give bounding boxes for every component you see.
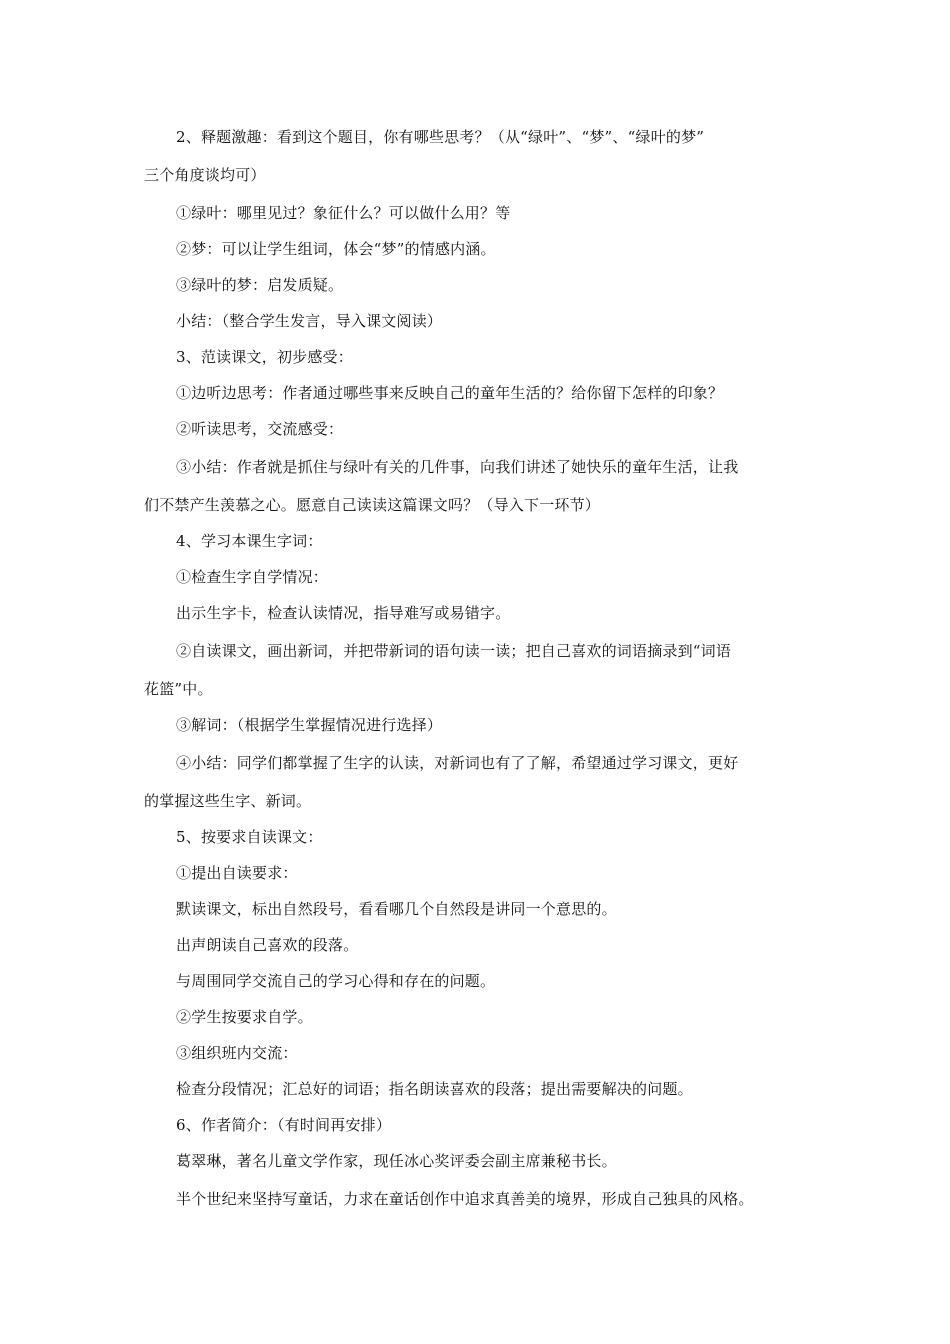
text-show-cards: 出示生字卡，检查认读情况，指导难写或易错字。: [176, 604, 511, 622]
point-listen-think: ①边听边思考：作者通过哪些事来反映自己的童年生活的？给你留下怎样的印象？: [176, 384, 724, 402]
point-explain-words: ③解词：（根据学生掌握情况进行选择）: [176, 716, 443, 734]
section-5-heading: 5、按要求自读课文：: [176, 828, 323, 846]
text-silent-reading: 默读课文，标出自然段号，看看哪几个自然段是讲同一个意思的。: [176, 900, 617, 918]
point-summary-4-cont: 的掌握这些生字、新词。: [144, 792, 312, 810]
point-self-read-cont: 花篮”中。: [144, 680, 213, 698]
section-4-heading: 4、学习本课生字词：: [176, 532, 323, 550]
point-listen-share: ②听读思考，交流感受：: [176, 420, 344, 438]
point-check-self-study: ①检查生字自学情况：: [176, 568, 329, 586]
point-class-exchange: ③组织班内交流：: [176, 1044, 298, 1062]
point-green-leaf: ①绿叶：哪里见过？象征什么？可以做什么用？等: [176, 204, 511, 222]
text-peer-exchange: 与周围同学交流自己的学习心得和存在的问题。: [176, 972, 496, 990]
point-reading-requirements: ①提出自读要求：: [176, 864, 298, 882]
section-2-heading: 2、释题激趣：看到这个题目，你有哪些思考？（从“绿叶”、“梦”、“绿叶的梦”: [176, 128, 705, 146]
section-6-heading: 6、作者简介：（有时间再安排）: [176, 1116, 392, 1134]
summary-1: 小结：（整合学生发言，导入课文阅读）: [176, 312, 443, 330]
point-green-leaf-dream: ③绿叶的梦：启发质疑。: [176, 276, 344, 294]
point-self-read: ②自读课文，画出新词，并把带新词的语句读一读；把自己喜欢的词语摘录到“词语: [176, 642, 732, 660]
point-students-study: ②学生按要求自学。: [176, 1008, 313, 1026]
text-check-sections: 检查分段情况；汇总好的词语；指名朗读喜欢的段落；提出需要解决的问题。: [176, 1080, 693, 1098]
point-summary-3: ③小结：作者就是抓住与绿叶有关的几件事，向我们讲述了她快乐的童年生活，让我: [176, 458, 739, 476]
text-read-aloud: 出声朗读自己喜欢的段落。: [176, 936, 359, 954]
text-author-style: 半个世纪来坚持写童话，力求在童话创作中追求真善美的境界，形成自己独具的风格。: [176, 1190, 754, 1208]
text-author-intro: 葛翠琳，著名儿童文学作家，现任冰心奖评委会副主席兼秘书长。: [176, 1152, 617, 1170]
point-summary-4: ④小结：同学们都掌握了生字的认读，对新词也有了了解，希望通过学习课文，更好: [176, 754, 739, 772]
section-3-heading: 3、范读课文，初步感受：: [176, 348, 353, 366]
section-2-heading-cont: 三个角度谈均可）: [144, 166, 266, 184]
point-summary-3-cont: 们不禁产生羡慕之心。愿意自己读读这篇课文吗？（导入下一环节）: [144, 496, 601, 514]
point-dream: ②梦：可以让学生组词，体会“梦”的情感内涵。: [176, 240, 496, 258]
